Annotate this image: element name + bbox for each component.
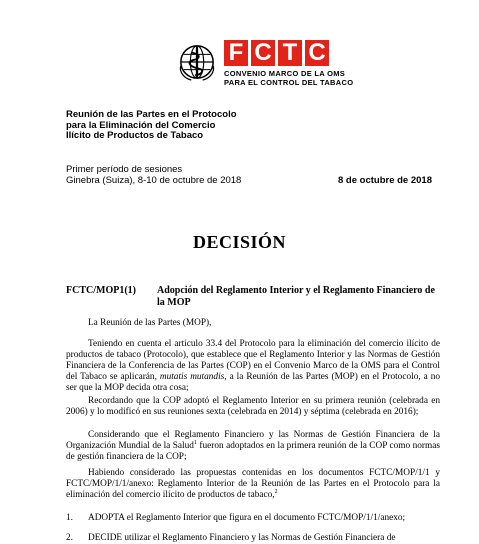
meeting-name: [66, 110, 237, 142]
document-heading: Adopción del Reglamento Interior y el Reglamento Financiero de la MOP: [157, 285, 435, 308]
paragraph-text: , a la Reunión de las Partes (MOP) en el Protocolo, a no ser que la MOP decida otra cosa;: [66, 372, 441, 393]
list-item: [66, 513, 440, 524]
paragraph-text: La Reunión de las Partes (MOP),: [88, 318, 212, 328]
meeting-line: Reunión de las Partes en el Protocolo: [66, 109, 237, 120]
meeting-line: Ilícito de Productos de Tabaco: [66, 130, 204, 141]
paragraph-considerando: [66, 430, 440, 463]
document-date: 8 de octubre de 2018: [338, 175, 432, 186]
list-item: [66, 533, 440, 544]
logo-letter: C: [251, 40, 275, 66]
logo-subtitle-2: PARA EL CONTROL DEL TABACO: [224, 78, 354, 87]
logo-letter: F: [224, 40, 248, 66]
document-code: FCTC/MOP1(1): [66, 285, 136, 296]
session-line: Primer período de sesiones: [66, 164, 183, 175]
italic-text: mutatis mutandis: [159, 372, 225, 382]
logo-subtitle-1: CONVENIO MARCO DE LA OMS: [224, 69, 346, 78]
who-emblem-icon: [178, 43, 216, 81]
fctc-logo: [178, 40, 418, 100]
footnote-ref[interactable]: 2: [274, 488, 278, 495]
paragraph-text: Considerando que el Reglamento Financiero y las Normas de Gestión Financiera de la Organización Mundial de la Salud: [66, 430, 440, 451]
item-text: DECIDE utilizar el Reglamento Financiero y las Normas de Gestión Financiera de: [88, 533, 396, 543]
item-text: ADOPTA el Reglamento Interior que figura en el documento FCTC/MOP/1/1/anexo;: [88, 513, 406, 523]
paragraph-recordando: [66, 396, 440, 418]
item-number: 1.: [66, 513, 73, 523]
footnote-ref[interactable]: 1: [193, 439, 197, 446]
paragraph-teniendo: [66, 339, 440, 394]
logo-letter: C: [305, 40, 329, 66]
paragraph-text: Habiendo considerado las propuestas contenidas en los documentos FCTC/MOP/1/1 y FCTC/MOP/1/1/anexo: Reglamento Interior de la Reunión de las Partes en el Protocolo para la eliminación del comercio ilícito de productos de tabaco,: [66, 468, 440, 500]
paragraph-preamble: [66, 318, 440, 329]
session-location: Ginebra (Suiza), 8-10 de octubre de 2018: [66, 175, 242, 186]
fctc-letters: [224, 40, 329, 66]
item-number: 2.: [66, 533, 73, 543]
paragraph-text: Teniendo en cuenta el artículo 33.4 del Protocolo para la eliminación del comercio ilícito de productos de tabaco (Protocolo), que establece que el Reglamento Interior y las Normas de Gestión Financiera de la Conferencia de las Partes (COP) en el Convenio Marco de la OMS para el Control del Tabaco se aplicarán,: [66, 339, 440, 382]
logo-letter: T: [278, 40, 302, 66]
session-info: [66, 164, 241, 186]
decision-title: DECISIÓN: [192, 232, 287, 252]
meeting-line: para la Eliminación del Comercio: [66, 119, 216, 131]
paragraph-habiendo: [66, 468, 440, 501]
paragraph-text: fueron adoptados en la primera reunión de la COP como normas de gestión financiera de la COP;: [66, 441, 440, 462]
paragraph-text: Recordando que la COP adoptó el Reglamento Interior en su primera reunión (celebrada en 2006) y lo modificó en sus reuniones sexta (celebrada en 2014) y séptima (celebrada en 2016);: [66, 396, 440, 417]
